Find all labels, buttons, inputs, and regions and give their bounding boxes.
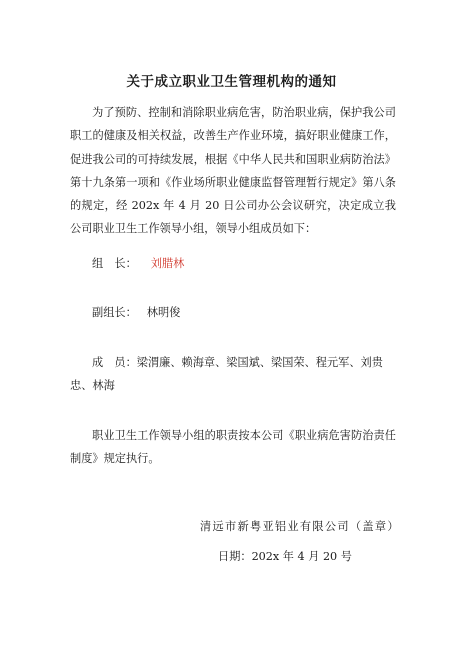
duty-paragraph — [70, 424, 396, 471]
leader-role-label: 组 长： — [92, 257, 137, 270]
document-date: 日期：202x 年 4 月 20 号 — [218, 550, 352, 563]
leader-name: 刘腊林 — [150, 257, 185, 270]
deputy-name: 林明俊 — [146, 306, 181, 319]
body-text: 为了预防、控制和消除职业病危害，防治职业病，保护我公司职工的健康及相关权益，改善生产作业环境，搞好职业健康工作，促进我公司的可持续发展，根据《中华人民共和国职业病防治法》第十九条第一项和《作业场所职业健康监督管理暂行规定》第八条的规定，经 202x 年 4 月 20 日公司办公会议研究，决定成立我公司职业卫生工作领导小组，领导小组成员如下： — [70, 106, 396, 236]
company-signature: 清远市新粤亚铝业有限公司（盖章） — [200, 520, 400, 533]
document-title: 关于成立职业卫生管理机构的通知 — [126, 74, 337, 90]
members-names: 梁渭廉、赖海章、梁国斌、梁国荣、程元军、刘贵忠、林海 — [70, 356, 383, 393]
body-paragraph — [70, 101, 396, 241]
duty-text: 职业卫生工作领导小组的职责按本公司《职业病危害防治责任制度》规定执行。 — [70, 429, 396, 466]
deputy-role-label: 副组长： — [92, 306, 137, 319]
leader-line — [92, 252, 184, 275]
members-line — [70, 351, 396, 398]
members-role-label: 成 员： — [92, 356, 137, 369]
deputy-line — [92, 301, 180, 324]
